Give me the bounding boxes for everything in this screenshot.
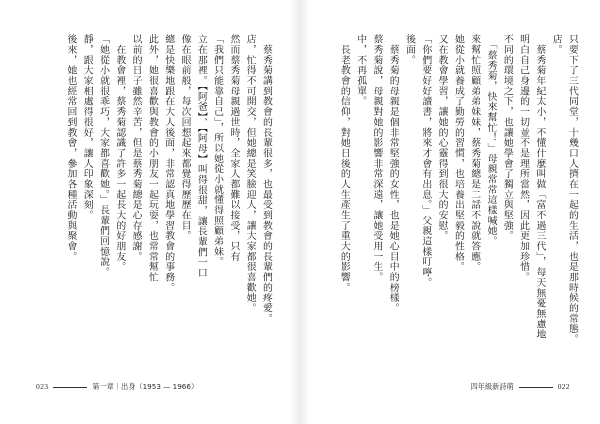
text-column: 後來，她也經常回到教會，參加各種活動與聚會。	[65, 34, 77, 262]
text-column: 長老教會的信仰，對她日後的人生產生了重大的影響。	[338, 34, 350, 293]
text-column: 只要下了三代同堂，十幾口人擠在一起的生活，也是那時候的常態。	[567, 34, 578, 345]
text-column: 「她從小就很乖巧，大家都喜歡她。」長輩們回憶說。	[98, 34, 110, 278]
text-column: 「我們只能靠自己」，所以她從小就懂得照顧弟妹。	[212, 34, 224, 267]
text-column: 蔡秀菊的母親是個非常堅強的女性，也是她心目中的榜樣。	[387, 34, 399, 314]
text-column: 像在眼前般，每次回想起來都覺得歷歷在目。	[179, 34, 191, 241]
text-column: 「你們要好好讀書，將來才會有出息。」父親這樣叮嚀。	[420, 34, 432, 288]
text-column: 來幫忙照顧弟弟妹妹，蔡秀菊總是二話不說就答應。	[469, 34, 481, 272]
text-column: 明白自己身邊的一切並不是理所當然，因此更加珍惜。	[518, 34, 530, 283]
text-column: 立在那裡。【阿爸】、【阿母】叫得很甜，讓長輩們一口	[195, 34, 207, 278]
text-column: 然而蔡秀菊母親過世時，全家人都難以接受，只有	[228, 34, 240, 262]
text-column: 她從小就養成了勤勞的習慣，也培養出堅毅的性格。	[452, 34, 464, 272]
text-column: 蔡秀菊說，母親對她的影響非常深遠，讓她受用一生。	[371, 34, 383, 283]
text-column: 以前的日子雖然辛苦，但是蔡秀菊總是心存感謝。	[130, 34, 142, 262]
text-column: 在教會裡，蔡秀菊認識了許多一起長大的好朋友。	[114, 34, 126, 272]
text-column: 中，不再孤單。	[355, 34, 367, 107]
right-page-footer	[471, 382, 570, 392]
text-column: 不同的環境之下，也讓她學會了獨立與堅強。	[501, 34, 513, 241]
text-column: 後面。	[404, 34, 416, 66]
right-page-body-text	[322, 34, 580, 352]
text-column: 又在教會學習，讓她的心靈得到很大的安慰。	[436, 34, 448, 241]
left-page-footer	[36, 382, 198, 392]
text-column: 「蔡秀菊，快來幫忙！」母親常常這樣喊她。	[485, 34, 497, 247]
text-column: 店。	[550, 34, 562, 55]
chapter-title: 第一章｜出身（1953 — 1966）	[92, 382, 199, 391]
running-head: 四年級新詩萌	[470, 382, 514, 391]
text-column: 店，忙得不可開交，但她總是笑臉迎人，讓大家都很喜歡她。	[244, 34, 256, 314]
text-column: 靜，跟大家相處得很好，讓人印象深刻。	[81, 34, 93, 221]
footer-rule-left	[53, 387, 87, 388]
page-number-right: 022	[557, 382, 570, 391]
text-column: 蔡秀菊年紀太小，不懂什麼叫做「富不過三代」，每天無憂無慮地	[534, 34, 546, 340]
footer-rule-right	[519, 387, 553, 388]
text-column: 此外，她很喜歡與教會的小朋友一起玩耍，也常常幫忙	[146, 34, 158, 283]
text-column: 總是快樂地跟在大人後面，非常認真地學習教會的事務。	[163, 34, 175, 293]
page-number-left: 023	[36, 382, 49, 391]
text-column: 蔡秀菊講到教會的長輩很多，也最受到教會的長輩們的疼愛。	[261, 34, 272, 324]
left-page-body-text	[38, 34, 274, 352]
right-page	[300, 0, 600, 424]
